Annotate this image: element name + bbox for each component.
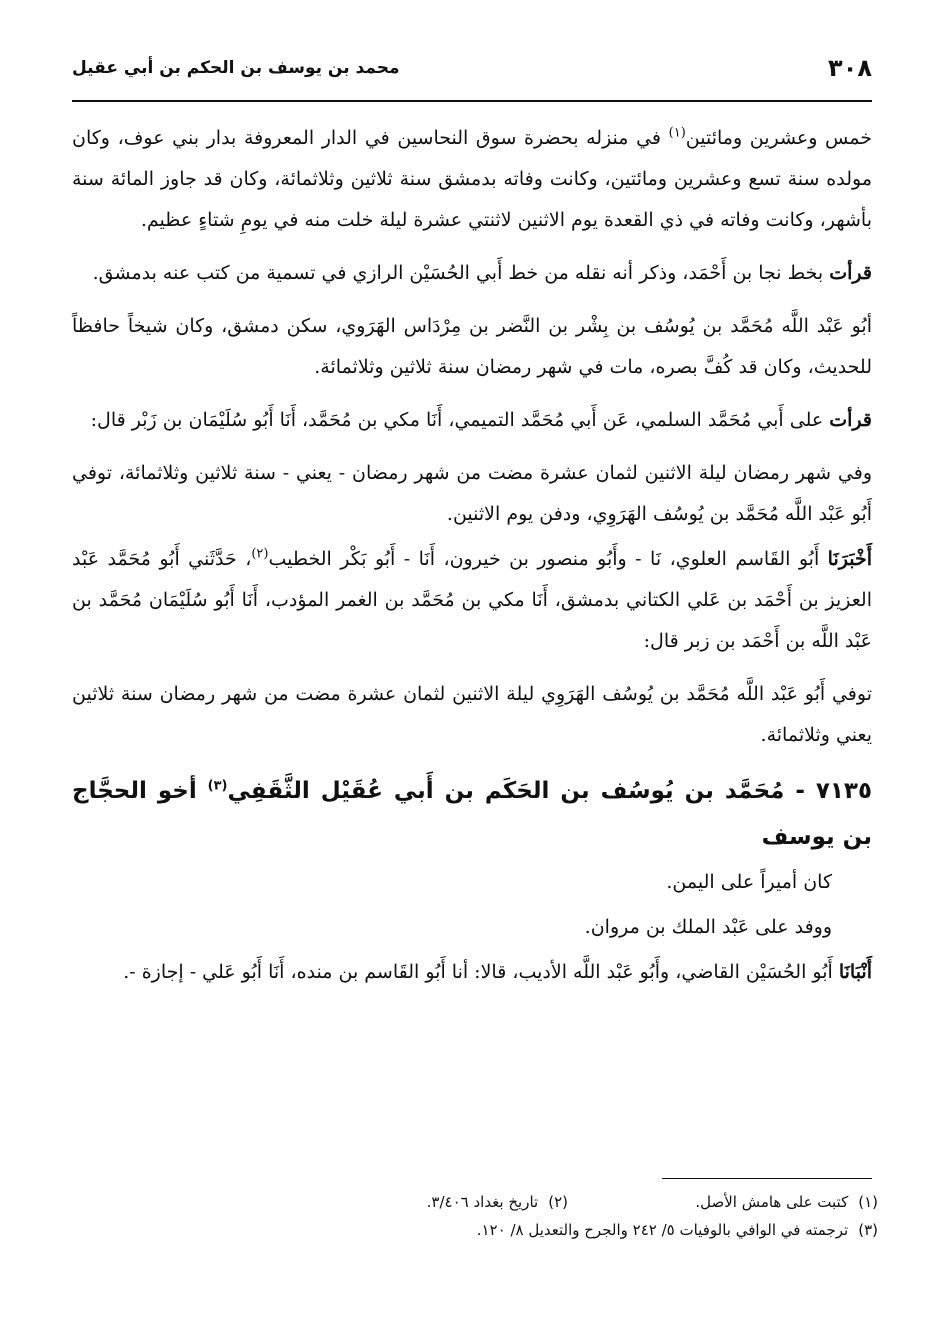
footnote-number: (٢) (548, 1193, 568, 1211)
paragraph-text: بخط نجا بن أَحْمَد، وذكر أنه نقله من خط أَبي الحُسَيْن الرازي في تسمية من كتب عنه بدمشق. (92, 262, 830, 284)
entry-heading (72, 768, 872, 860)
running-title: محمد بن يوسف بن الحكم بن أبي عقيل (72, 58, 400, 78)
paragraph (72, 306, 872, 388)
footnote-number: (١) (858, 1193, 878, 1211)
paragraph (72, 453, 872, 535)
paragraph (72, 952, 872, 993)
paragraph-text: كان أميراً على اليمن. (666, 871, 832, 893)
paragraph-lead: قرأت (829, 409, 872, 431)
footnote-row (72, 1188, 878, 1216)
paragraph (72, 862, 872, 903)
footnote-row (72, 1216, 878, 1244)
footnote-marker: (٣) (207, 778, 228, 794)
paragraph-text: أَبُو القَاسم العلوي، نَا - وأَبُو منصور بن خيرون، أَنَا - أَبُو بَكْر الخطيب (268, 548, 828, 570)
paragraph-text: ووفد على عَبْد الملك بن مروان. (584, 916, 832, 938)
paragraph-text: على أَبي مُحَمَّد السلمي، عَن أَبي مُحَمَّد التميمي، أَنَا مكي بن مُحَمَّد، أَنَا أَبُو سُلَيْمَان بن زَبْر قال: (90, 409, 830, 431)
page-header (72, 52, 872, 96)
footnotes (72, 1188, 878, 1244)
entry-title: ٧١٣٥ - مُحَمَّد بن يُوسُف بن الحَكَم بن أَبي عُقَيْل الثَّقَفِي (227, 778, 872, 804)
paragraph (72, 539, 872, 662)
footnote-marker: (١) (668, 125, 686, 141)
paragraph (72, 400, 872, 441)
paragraph (72, 674, 872, 756)
paragraph-text: في منزله بحضرة سوق النحاسين في الدار المعروفة بدار بني عوف، وكان مولده سنة تسع وعشرين ومائتين، وكانت وفاته بدمشق سنة ثلاثين وثلاثمائة، وكان قد جاوز المائة سنة بأشهر، وكانت وفاته في ذي القعدة يوم الاثنين لاثنتي عشرة ليلة خلت منه في يومِ شتاءٍ عظيم. (72, 127, 872, 231)
paragraph-lead: أَنْبَانَا (838, 961, 872, 983)
footnote-number: (٣) (858, 1221, 878, 1239)
footnote-text: تاريخ بغداد ٣/٤٠٦. (426, 1193, 539, 1211)
paragraph-lead: أَخْبَرَنَا (827, 548, 872, 570)
paragraph (72, 118, 872, 241)
footnote-rule (662, 1178, 872, 1179)
footnote-2 (427, 1188, 568, 1216)
header-rule (72, 100, 872, 102)
paragraph-text: أبُو عَبْد اللَّه مُحَمَّد بن يُوسُف بن بِشْر بن النَّضر بن مِرْدَاس الهَرَوي، سكن دمشق، وكان شيخاً حافظاً للحديث، وكان قد كُفَّ بصره، مات في شهر رمضان سنة ثلاثين وثلاثمائة. (72, 315, 872, 378)
page-number: ٣٠٨ (828, 54, 872, 82)
paragraph-text: خمس وعشرين ومائتين (685, 127, 872, 149)
footnote-text: كتبت على هامش الأصل. (695, 1193, 849, 1211)
entry-title: أخو الحجَّاج بن يوسف (72, 778, 872, 850)
paragraph-text: توفي أَبُو عَبْد اللَّه مُحَمَّد بن يُوسُف الهَرَوِي ليلة الاثنين لثمان عشرة مضت من شهر رمضان سنة ثلاثين يعني وثلاثمائة. (72, 683, 872, 746)
footnote-1 (568, 1188, 878, 1216)
paragraph-text: أَبُو الحُسَيْن القاضي، وأَبُو عَبْد اللَّه الأديب، قالا: أنا أَبُو القَاسم بن منده، أَنَا أَبُو عَلي - إجازة -. (123, 961, 839, 983)
footnote-marker: (٢) (251, 546, 269, 562)
paragraph (72, 253, 872, 294)
paragraph-text: وفي شهر رمضان ليلة الاثنين لثمان عشرة مضت من شهر رمضان - يعني - سنة ثلاثين وثلاثمائة، توفي أَبُو عَبْد اللَّه مُحَمَّد بن يُوسُف الهَرَوِي، ودفن يوم الاثنين. (72, 462, 872, 525)
paragraph-text: ، حَدَّثَني أَبُو مُحَمَّد عَبْد العزيز بن أَحْمَد بن عَلي الكتاني بدمشق، أَنَا مكي بن مُحَمَّد بن الغمر المؤدب، أَنَا أَبُو سُلَيْمَان مُحَمَّد بن عَبْد اللَّه بن أَحْمَد بن زبر قال: (72, 548, 872, 652)
paragraph-lead: قرأت (829, 262, 872, 284)
footnote-text: ترجمته في الوافي بالوفيات ٥/ ٢٤٢ والجرح والتعديل ٨/ ١٢٠. (476, 1221, 849, 1239)
footnote-3 (477, 1216, 878, 1244)
main-text (72, 118, 872, 1005)
paragraph (72, 907, 872, 948)
